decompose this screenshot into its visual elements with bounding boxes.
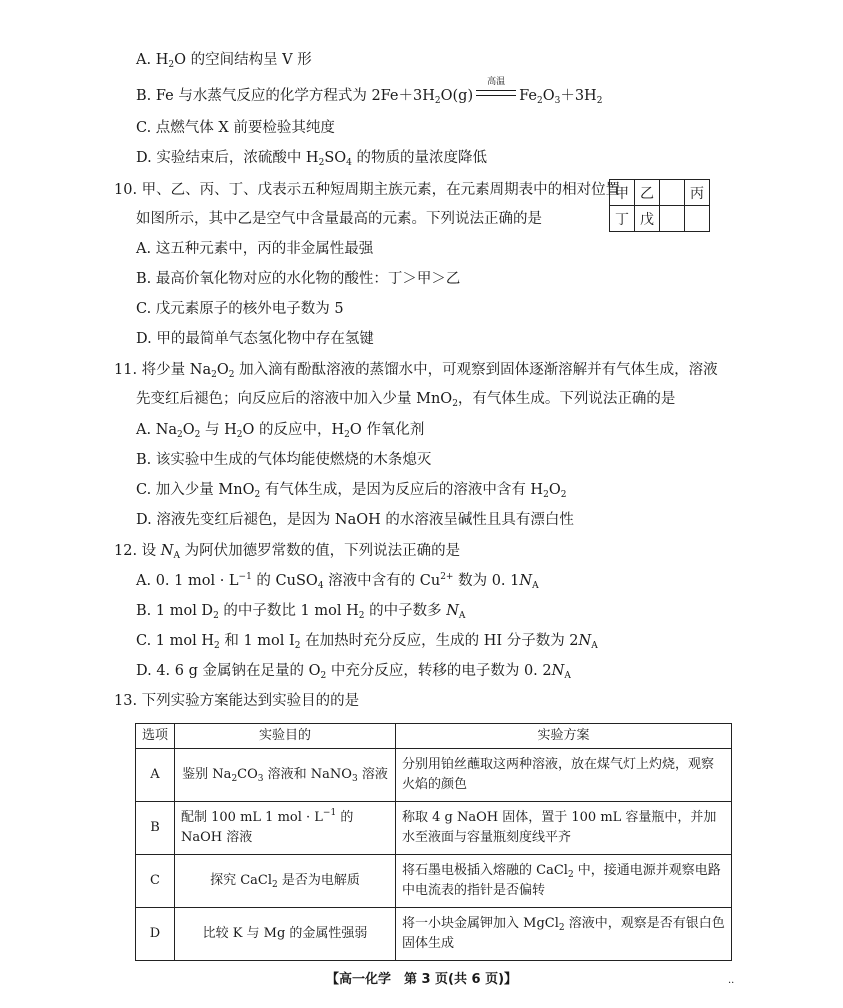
row-plan: 分别用铂丝蘸取这两种溶液，放在煤气灯上灼烧，观察火焰的颜色: [396, 749, 732, 802]
q12-stem: 12. 设 $N_A$ 为阿伏加德罗常数的值，下列说法正确的是: [114, 543, 461, 561]
q11-stem-line1: 11. 将少量 $Na_2O_2$ 加入滴有酚酞溶液的蒸馏水中，可观察到固体逐渐溶解并有气体生成，溶液: [114, 362, 718, 380]
cell-wu: 戊: [635, 206, 660, 232]
q10-option-d: D. 甲的最简单气态氢化物中存在氢键: [136, 331, 374, 347]
header-plan: 实验方案: [396, 724, 732, 749]
table-row: [136, 802, 732, 855]
cell-bing: 丙: [685, 180, 710, 206]
row-option: D: [136, 908, 175, 961]
cell-jia: 甲: [610, 180, 635, 206]
q9-option-a: A. $H_2O$ 的空间结构呈 V 形: [136, 52, 312, 70]
cell-yi: 乙: [635, 180, 660, 206]
table-row: [136, 749, 732, 802]
cell-empty: [660, 180, 685, 206]
header-aim: 实验目的: [175, 724, 396, 749]
q11-option-a: A. $Na_2O_2$ 与 $H_2O$ 的反应中，$H_2O$ 作氧化剂: [136, 422, 425, 440]
q11-stem-line2: 先变红后褪色；向反应后的溶液中加入少量 MnO$_2$，有气体生成。下列说法正确的是: [136, 391, 676, 409]
q9-option-b: B. Fe 与水蒸气反应的化学方程式为 $2Fe+3H_2O(g)$ 高温 $Fe_2O_3+3H_2$: [136, 77, 603, 106]
row-aim: 比较 K 与 Mg 的金属性强弱: [175, 908, 396, 961]
table-row: [136, 908, 732, 961]
q13-stem: 13. 下列实验方案能达到实验目的的是: [114, 693, 360, 709]
table-header-row: [136, 724, 732, 749]
periodic-position-table: [609, 179, 710, 232]
q12-option-d: D. 4. 6 g 金属钠在足量的 $O_2$ 中充分反应，转移的电子数为 0. $2N_A$: [136, 663, 571, 681]
row-aim: 鉴别 $Na_2CO_3$ 溶液和 NaNO$_3$ 溶液: [175, 749, 396, 802]
page-footer: 【高一化学 第 3 页(共 6 页)】: [325, 972, 518, 987]
q11-option-c: C. 加入少量 MnO$_2$ 有气体生成，是因为反应后的溶液中含有 $H_2O_2$: [136, 482, 567, 500]
cell-empty: [660, 206, 685, 232]
q9-option-c: C. 点燃气体 X 前要检验其纯度: [136, 120, 335, 136]
q12-option-a: A. 0. 1 mol · $L^{-1}$ 的 CuSO$_4$ 溶液中含有的 $Cu^{2+}$ 数为 0. $1N_A$: [136, 572, 539, 591]
q10-option-c: C. 戊元素原子的核外电子数为 5: [136, 301, 344, 317]
row-aim: 探究 CaCl$_2$ 是否为电解质: [175, 855, 396, 908]
row-option: A: [136, 749, 175, 802]
row-option: C: [136, 855, 175, 908]
corner-mark: ··: [728, 978, 735, 989]
row-option: B: [136, 802, 175, 855]
header-option: 选项: [136, 724, 175, 749]
row-plan: 称取 4 g NaOH 固体，置于 100 mL 容量瓶中，并加水至液面与容量瓶刻度线平齐: [396, 802, 732, 855]
cell-ding: 丁: [610, 206, 635, 232]
q12-option-b: B. 1 mol $D_2$ 的中子数比 1 mol $H_2$ 的中子数多 $N_A$: [136, 603, 466, 621]
row-plan: 将石墨电极插入熔融的 CaCl$_2$ 中，接通电源并观察电路中电流表的指针是否偏转: [396, 855, 732, 908]
q10-stem-line2: 如图所示，其中乙是空气中含量最高的元素。下列说法正确的是: [136, 211, 542, 227]
experiment-table: [135, 723, 732, 961]
q11-option-b: B. 该实验中生成的气体均能使燃烧的木条熄灭: [136, 452, 432, 468]
q10-stem-line1: 10. 甲、乙、丙、丁、戊表示五种短周期主族元素，在元素周期表中的相对位置: [114, 182, 621, 198]
row-aim: 配制 100 mL 1 mol · $L^{-1}$ 的 NaOH 溶液: [175, 802, 396, 855]
row-plan: 将一小块金属钾加入 MgCl$_2$ 溶液中，观察是否有银白色固体生成: [396, 908, 732, 961]
q10-option-b: B. 最高价氧化物对应的水化物的酸性：丁＞甲＞乙: [136, 271, 461, 287]
q10-option-a: A. 这五种元素中，丙的非金属性最强: [136, 241, 374, 257]
q11-option-d: D. 溶液先变红后褪色，是因为 NaOH 的水溶液呈碱性且具有漂白性: [136, 512, 574, 528]
table-row: [136, 855, 732, 908]
reaction-arrow-high-temp: 高温: [473, 86, 519, 106]
cell-empty: [685, 206, 710, 232]
q12-option-c: C. 1 mol $H_2$ 和 1 mol $I_2$ 在加热时充分反应，生成的 HI 分子数为 $2N_A$: [136, 633, 598, 651]
q9-option-d: D. 实验结束后，浓硫酸中 $H_2SO_4$ 的物质的量浓度降低: [136, 150, 487, 168]
